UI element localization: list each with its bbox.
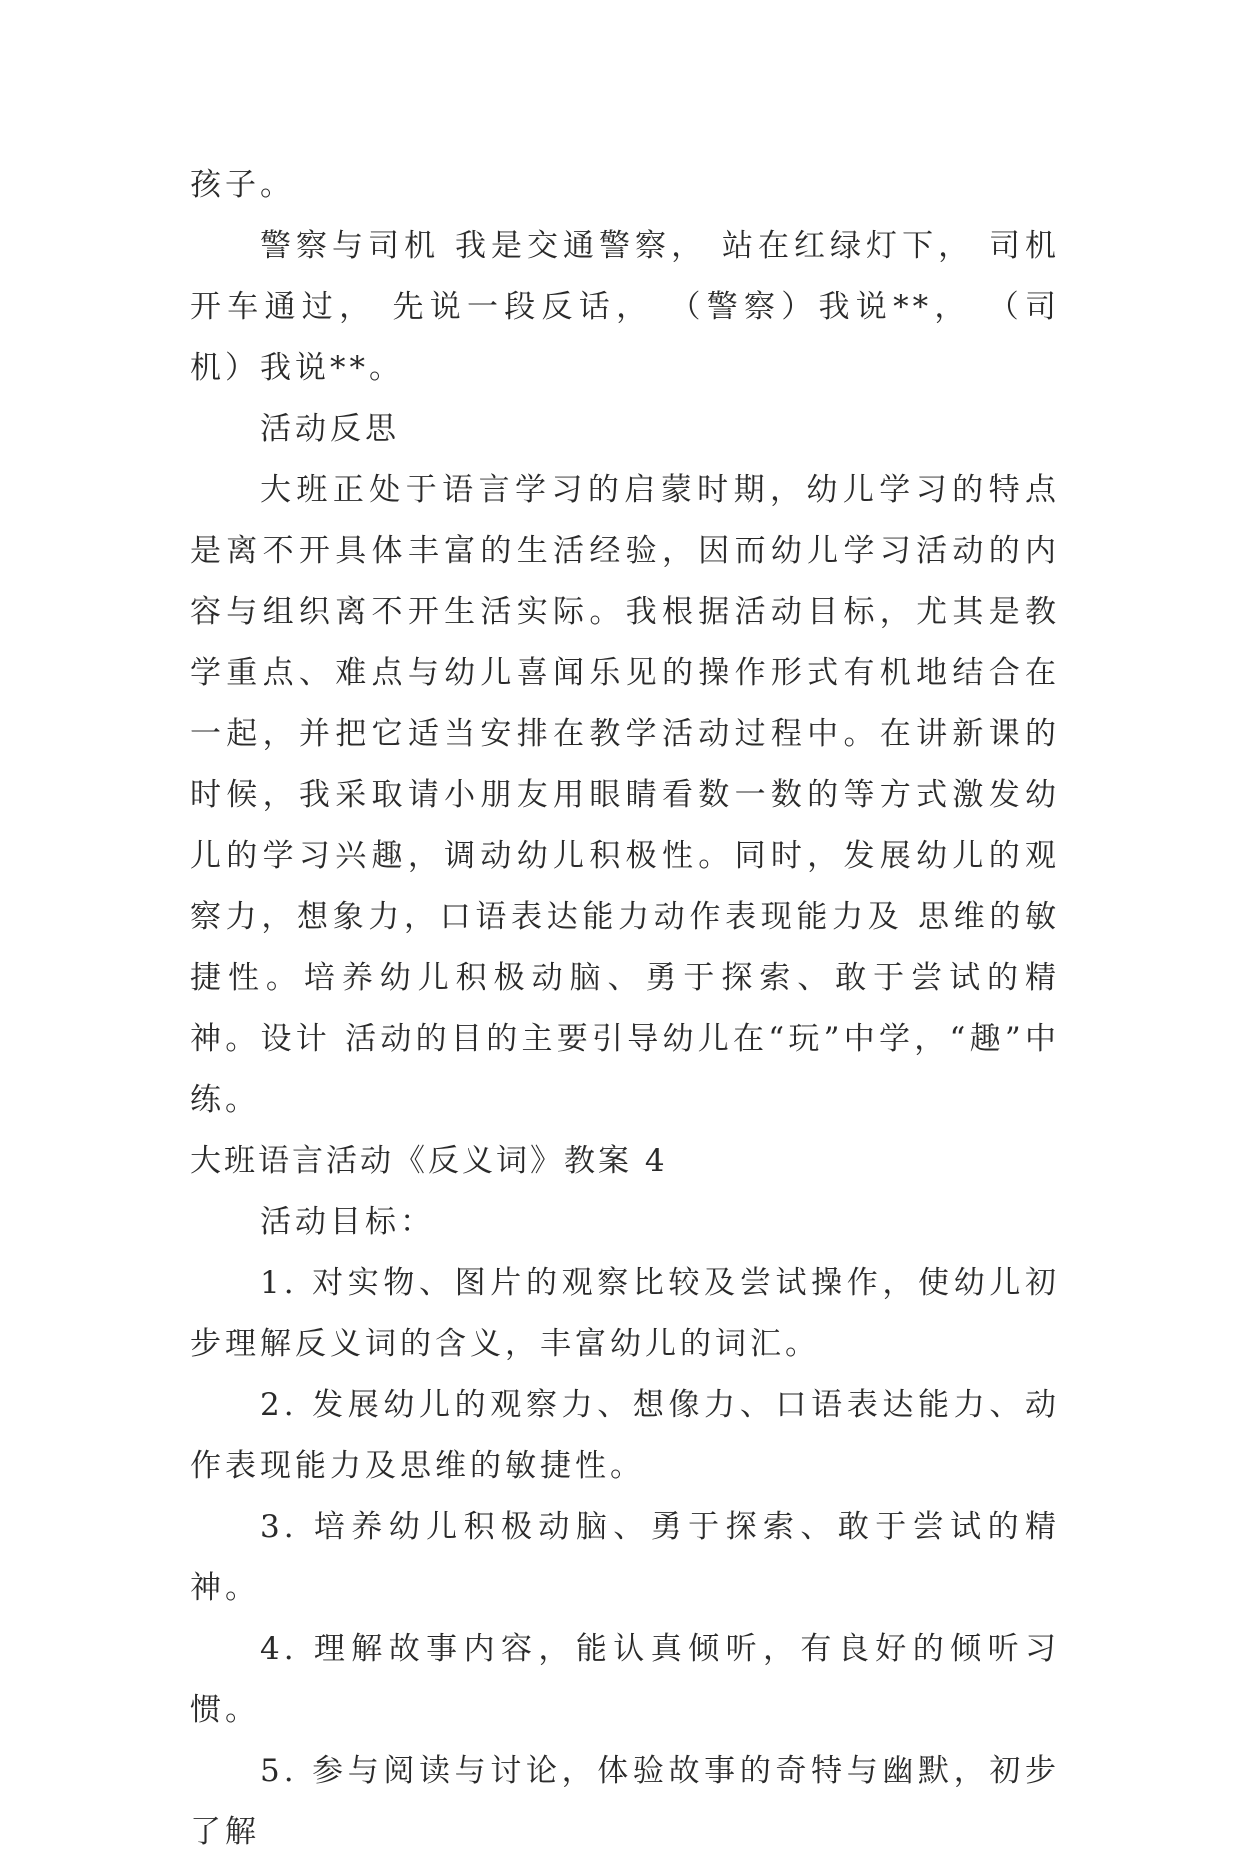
goal-item-2: 2. 发展幼儿的观察力、想像力、口语表达能力、动作表现能力及思维的敏捷性。 [190, 1387, 1060, 1484]
document-body [190, 155, 1060, 1863]
goal-item-1: 1. 对实物、图片的观察比较及尝试操作，使幼儿初步理解反义词的含义，丰富幼儿的词汇。 [190, 1265, 1060, 1362]
lesson-plan-title: 大班语言活动《反义词》教案 4 [190, 1143, 668, 1179]
goal-item-5: 5. 参与阅读与讨论，体验故事的奇特与幽默，初步了解 [190, 1753, 1060, 1850]
paragraph-police-driver: 警察与司机 我是交通警察， 站在红绿灯下， 司机开车通过， 先说一段反话， （警察）我说**， （司机）我说**。 [190, 228, 1060, 386]
paragraph-reflection: 大班正处于语言学习的启蒙时期，幼儿学习的特点是离不开具体丰富的生活经验，因而幼儿学习活动的内容与组织离不开生活实际。我根据活动目标，尤其是教学重点、难点与幼儿喜闻乐见的操作形式有机地结合在一起，并把它适当安排在教学活动过程中。在讲新课的时候，我采取请小朋友用眼睛看数一数的等方式激发幼儿的学习兴趣，调动幼儿积极性。同时，发展幼儿的观察力，想象力，口语表达能力动作表现能力及 思维的敏捷性。培养幼儿积极动脑、勇于探索、敢于尝试的精神。设计 活动的目的主要引导幼儿在“玩”中学，“趣”中练。 [190, 472, 1060, 1118]
goal-item-4: 4. 理解故事内容，能认真倾听，有良好的倾听习惯。 [190, 1631, 1060, 1728]
section-heading-goals: 活动目标： [260, 1204, 435, 1240]
paragraph-continuation: 孩子。 [190, 167, 295, 203]
goal-item-3: 3. 培养幼儿积极动脑、勇于探索、敢于尝试的精神。 [190, 1509, 1060, 1606]
section-heading-reflection: 活动反思 [260, 411, 400, 447]
